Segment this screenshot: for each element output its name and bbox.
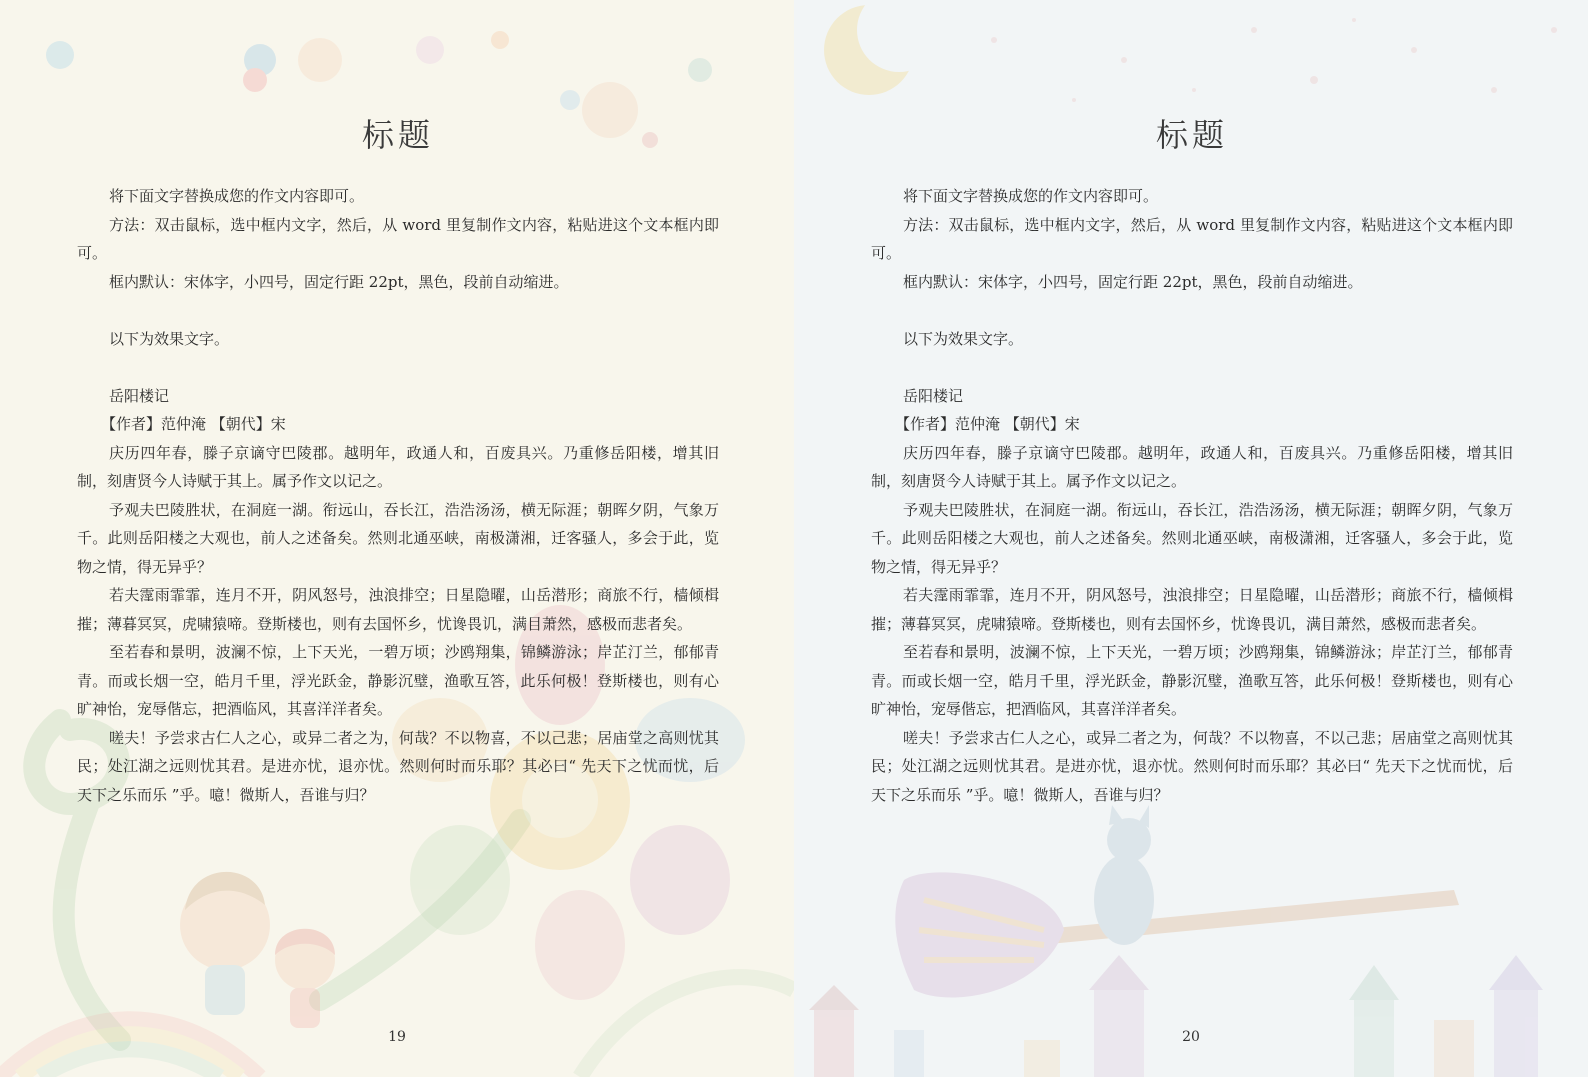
paragraph: 至若春和景明，波澜不惊，上下天光，一碧万顷；沙鸥翔集，锦鳞游泳；岸芷汀兰，郁郁青青。而或长烟一空，皓月千里，浮光跃金，静影沉璧，渔歌互答，此乐何极！登斯楼也，则有心旷神怡，宠辱偕忘，把酒临风，其喜洋洋者矣。 (77, 643, 719, 718)
paragraph: 框内默认：宋体字，小四号，固定行距 22pt，黑色，段前自动缩进。 (109, 272, 569, 291)
paragraph: 若夫霪雨霏霏，连月不开，阴风怒号，浊浪排空；日星隐曜，山岳潜形；商旅不行，樯倾楫摧；薄暮冥冥，虎啸猿啼。登斯楼也，则有去国怀乡，忧谗畏讥，满目萧然，感极而悲者矣。 (871, 586, 1513, 633)
paragraph: 庆历四年春，滕子京谪守巴陵郡。越明年，政通人和，百废具兴。乃重修岳阳楼，增其旧制，刻唐贤今人诗赋于其上。属予作文以记之。 (77, 443, 719, 490)
paragraph: 以下为效果文字。 (109, 329, 230, 348)
paragraph: 予观夫巴陵胜状，在洞庭一湖。衔远山，吞长江，浩浩汤汤，横无际涯；朝晖夕阴，气象万千。此则岳阳楼之大观也，前人之述备矣。然则北通巫峡，南极潇湘，迁客骚人，多会于此，览物之情，得无异乎？ (77, 500, 719, 576)
paragraph: 予观夫巴陵胜状，在洞庭一湖。衔远山，吞长江，浩浩汤汤，横无际涯；朝晖夕阴，气象万千。此则岳阳楼之大观也，前人之述备矣。然则北通巫峡，南极潇湘，迁客骚人，多会于此，览物之情，得无异乎？ (871, 500, 1513, 576)
blank-line (871, 353, 1513, 382)
essay-byline: 【作者】范仲淹 【朝代】宋 (895, 415, 1080, 433)
paragraph: 庆历四年春，滕子京谪守巴陵郡。越明年，政通人和，百废具兴。乃重修岳阳楼，增其旧制，刻唐贤今人诗赋于其上。属予作文以记之。 (871, 443, 1513, 490)
essay-text-box[interactable] (77, 182, 719, 809)
page-title: 标题 (361, 116, 434, 154)
page-title: 标题 (1155, 116, 1228, 154)
paragraph: 方法：双击鼠标，选中框内文字，然后，从 word 里复制作文内容，粘贴进这个文本框内即可。 (871, 215, 1513, 262)
essay-text-box[interactable] (871, 182, 1513, 809)
blank-line (77, 296, 719, 325)
paragraph: 至若春和景明，波澜不惊，上下天光，一碧万顷；沙鸥翔集，锦鳞游泳；岸芷汀兰，郁郁青青。而或长烟一空，皓月千里，浮光跃金，静影沉璧，渔歌互答，此乐何极！登斯楼也，则有心旷神怡，宠辱偕忘，把酒临风，其喜洋洋者矣。 (871, 643, 1513, 718)
paragraph: 将下面文字替换成您的作文内容即可。 (903, 187, 1159, 205)
page-number: 20 (1182, 1029, 1200, 1045)
paragraph: 若夫霪雨霏霏，连月不开，阴风怒号，浊浪排空；日星隐曜，山岳潜形；商旅不行，樯倾楫摧；薄暮冥冥，虎啸猿啼。登斯楼也，则有去国怀乡，忧谗畏讥，满目萧然，感极而悲者矣。 (77, 586, 719, 633)
paragraph: 嗟夫！予尝求古仁人之心，或异二者之为，何哉？不以物喜，不以己悲；居庙堂之高则忧其民；处江湖之远则忧其君。是进亦忧，退亦忧。然则何时而乐耶？其必曰“ 先天下之忧而忧，后天下之乐而乐 ”乎。噫！微斯人，吾谁与归？ (77, 728, 719, 804)
paragraph: 将下面文字替换成您的作文内容即可。 (109, 187, 365, 205)
essay-heading: 岳阳楼记 (903, 386, 964, 405)
page-right (794, 0, 1588, 1077)
paragraph: 框内默认：宋体字，小四号，固定行距 22pt，黑色，段前自动缩进。 (903, 272, 1363, 291)
essay-heading: 岳阳楼记 (109, 386, 170, 405)
blank-line (77, 353, 719, 382)
blank-line (871, 296, 1513, 325)
paragraph: 以下为效果文字。 (903, 329, 1024, 348)
paragraph: 嗟夫！予尝求古仁人之心，或异二者之为，何哉？不以物喜，不以己悲；居庙堂之高则忧其民；处江湖之远则忧其君。是进亦忧，退亦忧。然则何时而乐耶？其必曰“ 先天下之忧而忧，后天下之乐而乐 ”乎。噫！微斯人，吾谁与归？ (871, 728, 1513, 804)
page-number: 19 (388, 1029, 406, 1045)
essay-byline: 【作者】范仲淹 【朝代】宋 (101, 415, 286, 433)
paragraph: 方法：双击鼠标，选中框内文字，然后，从 word 里复制作文内容，粘贴进这个文本框内即可。 (77, 215, 719, 262)
